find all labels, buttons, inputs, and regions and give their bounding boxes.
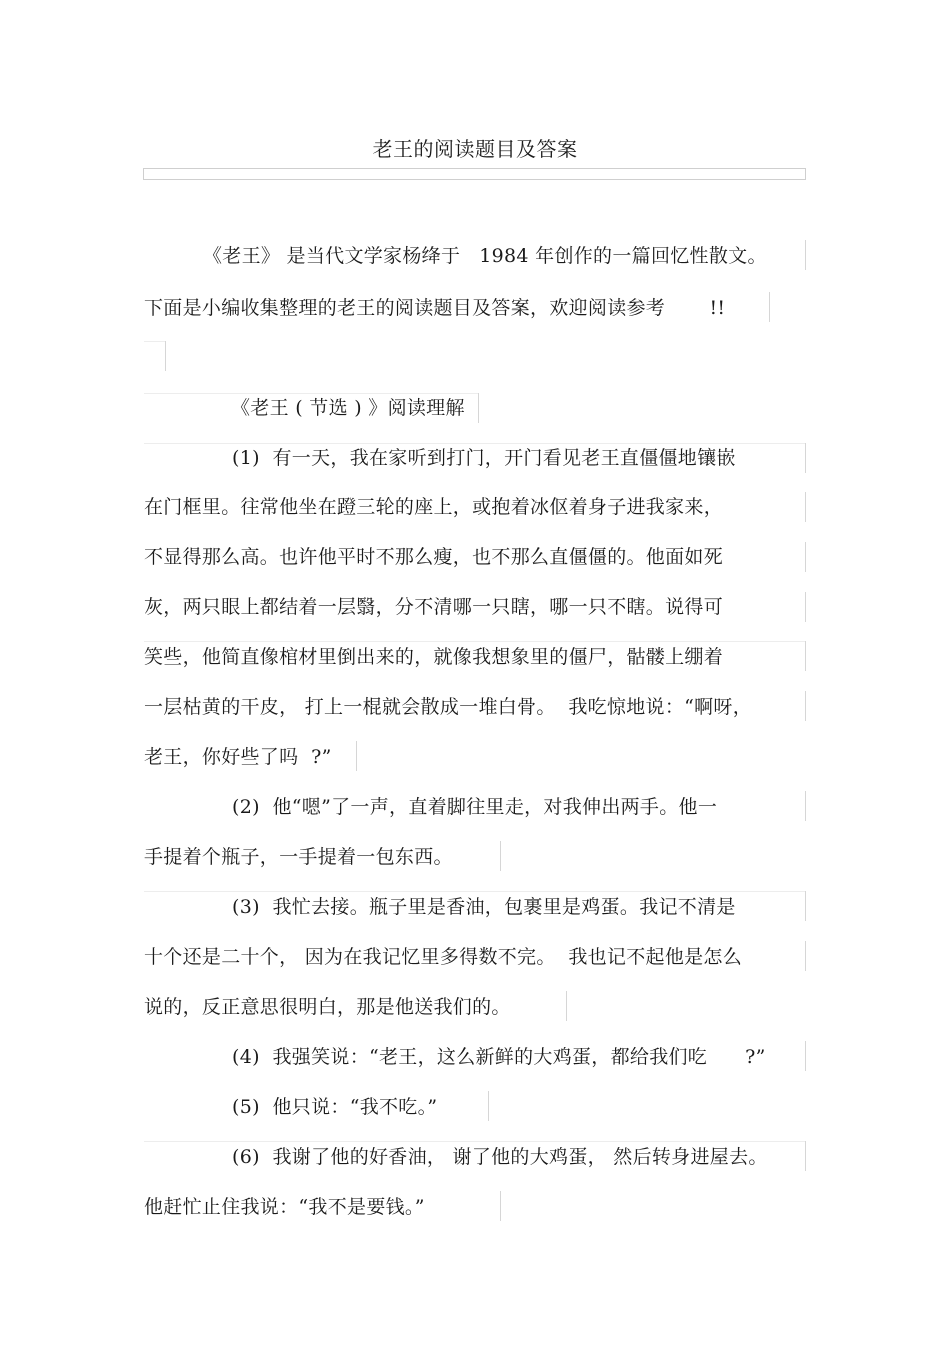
cell-border xyxy=(356,741,357,771)
body-line: 一层枯黄的干皮， 打上一棍就会散成一堆白骨。 我吃惊地说：“啊呀， xyxy=(144,696,753,718)
intro-line: 《老王》 是当代文学家杨绛于 1984 年创作的一篇回忆性散文。 xyxy=(203,245,767,267)
title-underline-box xyxy=(143,168,806,180)
cell-border xyxy=(805,1041,806,1071)
cell-border xyxy=(500,841,501,871)
cell-border xyxy=(805,592,806,622)
body-line: 老王，你好些了吗 ?” xyxy=(144,746,332,768)
cell-border xyxy=(805,941,806,971)
body-line: 手提着个瓶子，一手提着一包东西。 xyxy=(144,846,453,868)
cell-border xyxy=(144,1141,805,1142)
body-line: 十个还是二十个， 因为在我记忆里多得数不完。 我也记不起他是怎么 xyxy=(144,946,743,968)
cell-border xyxy=(144,891,805,892)
body-line: (5) 他只说：“我不吃。” xyxy=(232,1096,438,1118)
cell-border xyxy=(805,542,806,572)
cell-border xyxy=(805,492,806,522)
cell-border xyxy=(805,891,806,921)
body-line: 笑些，他简直像棺材里倒出来的，就像我想象里的僵尸，骷髅上绷着 xyxy=(144,646,724,668)
body-line: 不显得那么高。也许他平时不那么瘦，也不那么直僵僵的。他面如死 xyxy=(144,546,724,568)
section-heading: 《老王 ( 节选 ) 》阅读理解 xyxy=(231,397,465,419)
cell-border xyxy=(478,393,479,423)
body-line: 在门框里。往常他坐在蹬三轮的座上，或抱着冰伛着身子进我家来， xyxy=(144,496,724,518)
cell-border xyxy=(500,1191,501,1221)
intro-line: 下面是小编收集整理的老王的阅读题目及答案，欢迎阅读参考 !! xyxy=(144,297,726,319)
cell-border xyxy=(805,691,806,721)
cell-border xyxy=(805,641,806,671)
cell-border xyxy=(144,341,165,342)
body-line: (4) 我强笑说：“老王，这么新鲜的大鸡蛋，都给我们吃 ?” xyxy=(232,1046,766,1068)
cell-border xyxy=(144,393,478,394)
cell-border xyxy=(805,240,806,270)
cell-border xyxy=(144,641,805,642)
body-line: (6) 我谢了他的好香油， 谢了他的大鸡蛋， 然后转身进屋去。 xyxy=(232,1146,768,1168)
body-line: (2) 他“嗯”了一声，直着脚往里走，对我伸出两手。他一 xyxy=(232,796,718,818)
cell-border xyxy=(488,1091,489,1121)
cell-border xyxy=(566,991,567,1021)
cell-border xyxy=(165,341,166,371)
cell-border xyxy=(769,292,770,322)
body-line: 说的，反正意思很明白，那是他送我们的。 xyxy=(144,996,511,1018)
body-line: (1) 有一天，我在家听到打门，开门看见老王直僵僵地镶嵌 xyxy=(232,447,736,469)
cell-border xyxy=(805,1141,806,1171)
cell-border xyxy=(805,791,806,821)
body-line: 他赶忙止住我说：“我不是要钱。” xyxy=(144,1196,425,1218)
body-line: 灰，两只眼上都结着一层翳，分不清哪一只瞎，哪一只不瞎。说得可 xyxy=(144,596,724,618)
cell-border xyxy=(805,443,806,473)
body-line: (3) 我忙去接。瓶子里是香油，包裹里是鸡蛋。我记不清是 xyxy=(232,896,736,918)
document-title: 老王的阅读题目及答案 xyxy=(372,137,578,161)
cell-border xyxy=(144,443,805,444)
